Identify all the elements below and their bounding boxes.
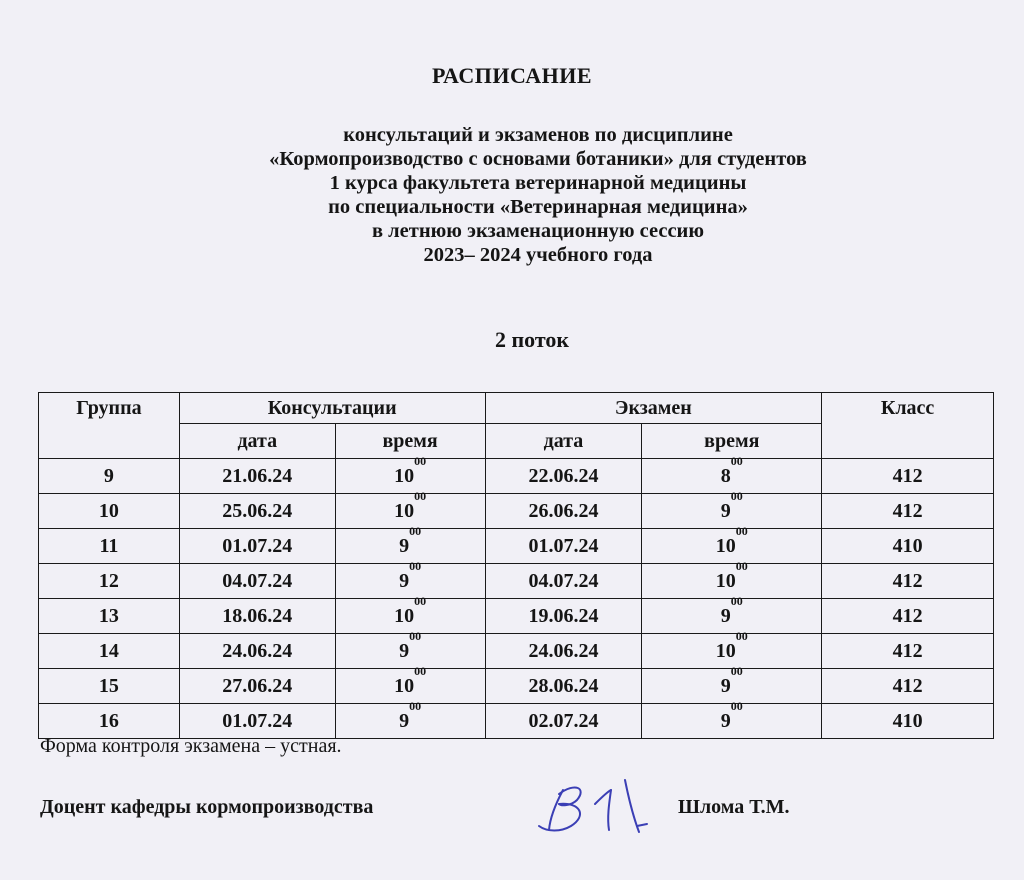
group-cell-text: 16	[98, 710, 119, 732]
schedule-table	[38, 392, 994, 739]
header-consultation-date: дата	[179, 424, 335, 459]
table-row	[39, 529, 994, 564]
header-exam-date: дата	[485, 424, 642, 459]
consultation-time-cell-hour: 9	[399, 570, 410, 592]
consultation-time-cell-minutes: 00	[409, 629, 422, 643]
exam-date-cell	[485, 494, 642, 529]
handwritten-signature	[525, 760, 655, 840]
header-room: Класс	[822, 393, 994, 459]
room-cell-text: 410	[892, 535, 923, 557]
exam-date-cell	[485, 459, 642, 494]
room-cell-text: 412	[892, 570, 923, 592]
group-cell-text: 15	[98, 675, 119, 697]
consultation-date-cell-text: 24.06.24	[222, 640, 293, 662]
exam-date-cell-text: 01.07.24	[528, 535, 599, 557]
group-cell	[39, 529, 180, 564]
room-cell	[822, 599, 994, 634]
consultation-time-cell-minutes: 00	[414, 454, 427, 468]
consultation-date-cell	[179, 459, 335, 494]
consultation-date-cell	[179, 669, 335, 704]
consultation-time-cell	[335, 454, 485, 494]
group-cell	[39, 669, 180, 704]
exam-time-cell-minutes: 00	[730, 594, 743, 608]
exam-date-cell	[485, 634, 642, 669]
consultation-time-cell-hour: 9	[399, 640, 410, 662]
subtitle-line: по специальности «Ветеринарная медицина»	[328, 196, 748, 218]
exam-date-cell	[485, 529, 642, 564]
exam-time-cell-hour: 9	[720, 605, 731, 627]
exam-time-cell-hour: 10	[715, 640, 736, 662]
group-cell-text: 13	[98, 605, 119, 627]
exam-date-cell-text: 26.06.24	[528, 500, 599, 522]
exam-time-cell-hour: 9	[720, 710, 731, 732]
exam-time-cell-minutes: 00	[730, 699, 743, 713]
control-form-note: Форма контроля экзамена – устная.	[40, 735, 342, 757]
room-cell	[822, 529, 994, 564]
table-row	[39, 704, 994, 739]
exam-date-cell	[485, 704, 642, 739]
consultation-time-cell-hour: 9	[399, 535, 410, 557]
consultation-time-cell-minutes: 00	[409, 699, 422, 713]
exam-time-cell-hour: 8	[720, 465, 731, 487]
consultation-time-cell	[335, 699, 485, 739]
exam-time-cell	[642, 489, 822, 529]
consultation-time-cell	[335, 629, 485, 669]
room-cell	[822, 494, 994, 529]
room-cell	[822, 704, 994, 739]
group-cell-text: 11	[99, 535, 119, 557]
table-row	[39, 564, 994, 599]
room-cell	[822, 564, 994, 599]
stream-label: 2 поток	[494, 327, 570, 352]
document-subtitle	[0, 123, 1024, 267]
header-exam: Экзамен	[485, 393, 822, 424]
header-group: Группа	[39, 393, 180, 459]
document-title: РАСПИСАНИЕ	[431, 63, 593, 88]
consultation-time-cell-hour: 9	[399, 710, 410, 732]
group-cell	[39, 564, 180, 599]
subtitle-line: 1 курса факультета ветеринарной медицины	[329, 172, 747, 194]
header-exam-time: время	[642, 424, 822, 459]
consultation-date-cell-text: 18.06.24	[222, 605, 293, 627]
exam-date-cell-text: 22.06.24	[528, 465, 599, 487]
consultation-date-cell	[179, 704, 335, 739]
consultation-time-cell-hour: 10	[394, 500, 415, 522]
consultation-date-cell-text: 01.07.24	[222, 535, 293, 557]
exam-date-cell-text: 02.07.24	[528, 710, 599, 732]
consultation-time-cell-hour: 10	[394, 605, 415, 627]
consultation-date-cell-text: 27.06.24	[222, 675, 293, 697]
exam-date-cell-text: 04.07.24	[528, 570, 599, 592]
signatory-position: Доцент кафедры кормопроизводства	[40, 796, 374, 818]
exam-date-cell	[485, 599, 642, 634]
exam-time-cell-minutes: 00	[730, 664, 743, 678]
exam-time-cell-minutes: 00	[730, 489, 743, 503]
table-row	[39, 599, 994, 634]
room-cell-text: 412	[892, 465, 923, 487]
group-cell	[39, 494, 180, 529]
subtitle-line: консультаций и экзаменов по дисциплине	[343, 124, 733, 146]
header-consultations: Консультации	[179, 393, 485, 424]
exam-time-cell-minutes: 00	[735, 629, 748, 643]
exam-time-cell-hour: 9	[720, 675, 731, 697]
exam-date-cell-text: 19.06.24	[528, 605, 599, 627]
consultation-date-cell	[179, 494, 335, 529]
group-cell	[39, 704, 180, 739]
exam-date-cell-text: 28.06.24	[528, 675, 599, 697]
table-row	[39, 494, 994, 529]
header-consultation-time: время	[335, 424, 485, 459]
room-cell-text: 412	[892, 605, 923, 627]
consultation-date-cell-text: 25.06.24	[222, 500, 293, 522]
exam-time-cell-hour: 9	[720, 500, 731, 522]
consultation-time-cell-hour: 10	[394, 465, 415, 487]
consultation-date-cell-text: 21.06.24	[222, 465, 293, 487]
group-cell-text: 9	[103, 465, 114, 487]
schedule-body	[39, 454, 994, 739]
consultation-date-cell	[179, 634, 335, 669]
subtitle-line: «Кормопроизводство с основами ботаники» для студентов	[269, 148, 807, 170]
group-cell-text: 12	[98, 570, 119, 592]
room-cell	[822, 459, 994, 494]
signatory-name: Шлома Т.М.	[678, 796, 790, 818]
exam-time-cell-minutes: 00	[735, 559, 748, 573]
room-cell	[822, 634, 994, 669]
consultation-time-cell	[335, 559, 485, 599]
consultation-time-cell-minutes: 00	[409, 524, 422, 538]
room-cell	[822, 669, 994, 704]
exam-date-cell	[485, 564, 642, 599]
group-cell-text: 10	[98, 500, 119, 522]
room-cell-text: 412	[892, 675, 923, 697]
group-cell	[39, 599, 180, 634]
exam-time-cell-hour: 10	[715, 570, 736, 592]
exam-date-cell	[485, 669, 642, 704]
exam-time-cell	[642, 594, 822, 634]
exam-time-cell-minutes: 00	[735, 524, 748, 538]
consultation-date-cell	[179, 529, 335, 564]
exam-date-cell-text: 24.06.24	[528, 640, 599, 662]
consultation-date-cell-text: 01.07.24	[222, 710, 293, 732]
table-row	[39, 669, 994, 704]
table-row	[39, 459, 994, 494]
room-cell-text: 410	[892, 710, 923, 732]
group-cell	[39, 634, 180, 669]
consultation-time-cell-minutes: 00	[414, 664, 427, 678]
group-cell	[39, 459, 180, 494]
room-cell-text: 412	[892, 640, 923, 662]
consultation-time-cell-minutes: 00	[414, 489, 427, 503]
consultation-time-cell-hour: 10	[394, 675, 415, 697]
table-row	[39, 634, 994, 669]
consultation-time-cell-minutes: 00	[409, 559, 422, 573]
exam-time-cell	[642, 524, 822, 564]
consultation-date-cell	[179, 599, 335, 634]
consultation-date-cell	[179, 564, 335, 599]
exam-time-cell-minutes: 00	[730, 454, 743, 468]
subtitle-line: в летнюю экзаменационную сессию	[371, 220, 705, 242]
exam-time-cell	[642, 699, 822, 739]
group-cell-text: 14	[98, 640, 119, 662]
consultation-time-cell-minutes: 00	[414, 594, 427, 608]
subtitle-line: 2023– 2024 учебного года	[423, 244, 653, 266]
exam-time-cell-hour: 10	[715, 535, 736, 557]
room-cell-text: 412	[892, 500, 923, 522]
consultation-date-cell-text: 04.07.24	[222, 570, 293, 592]
